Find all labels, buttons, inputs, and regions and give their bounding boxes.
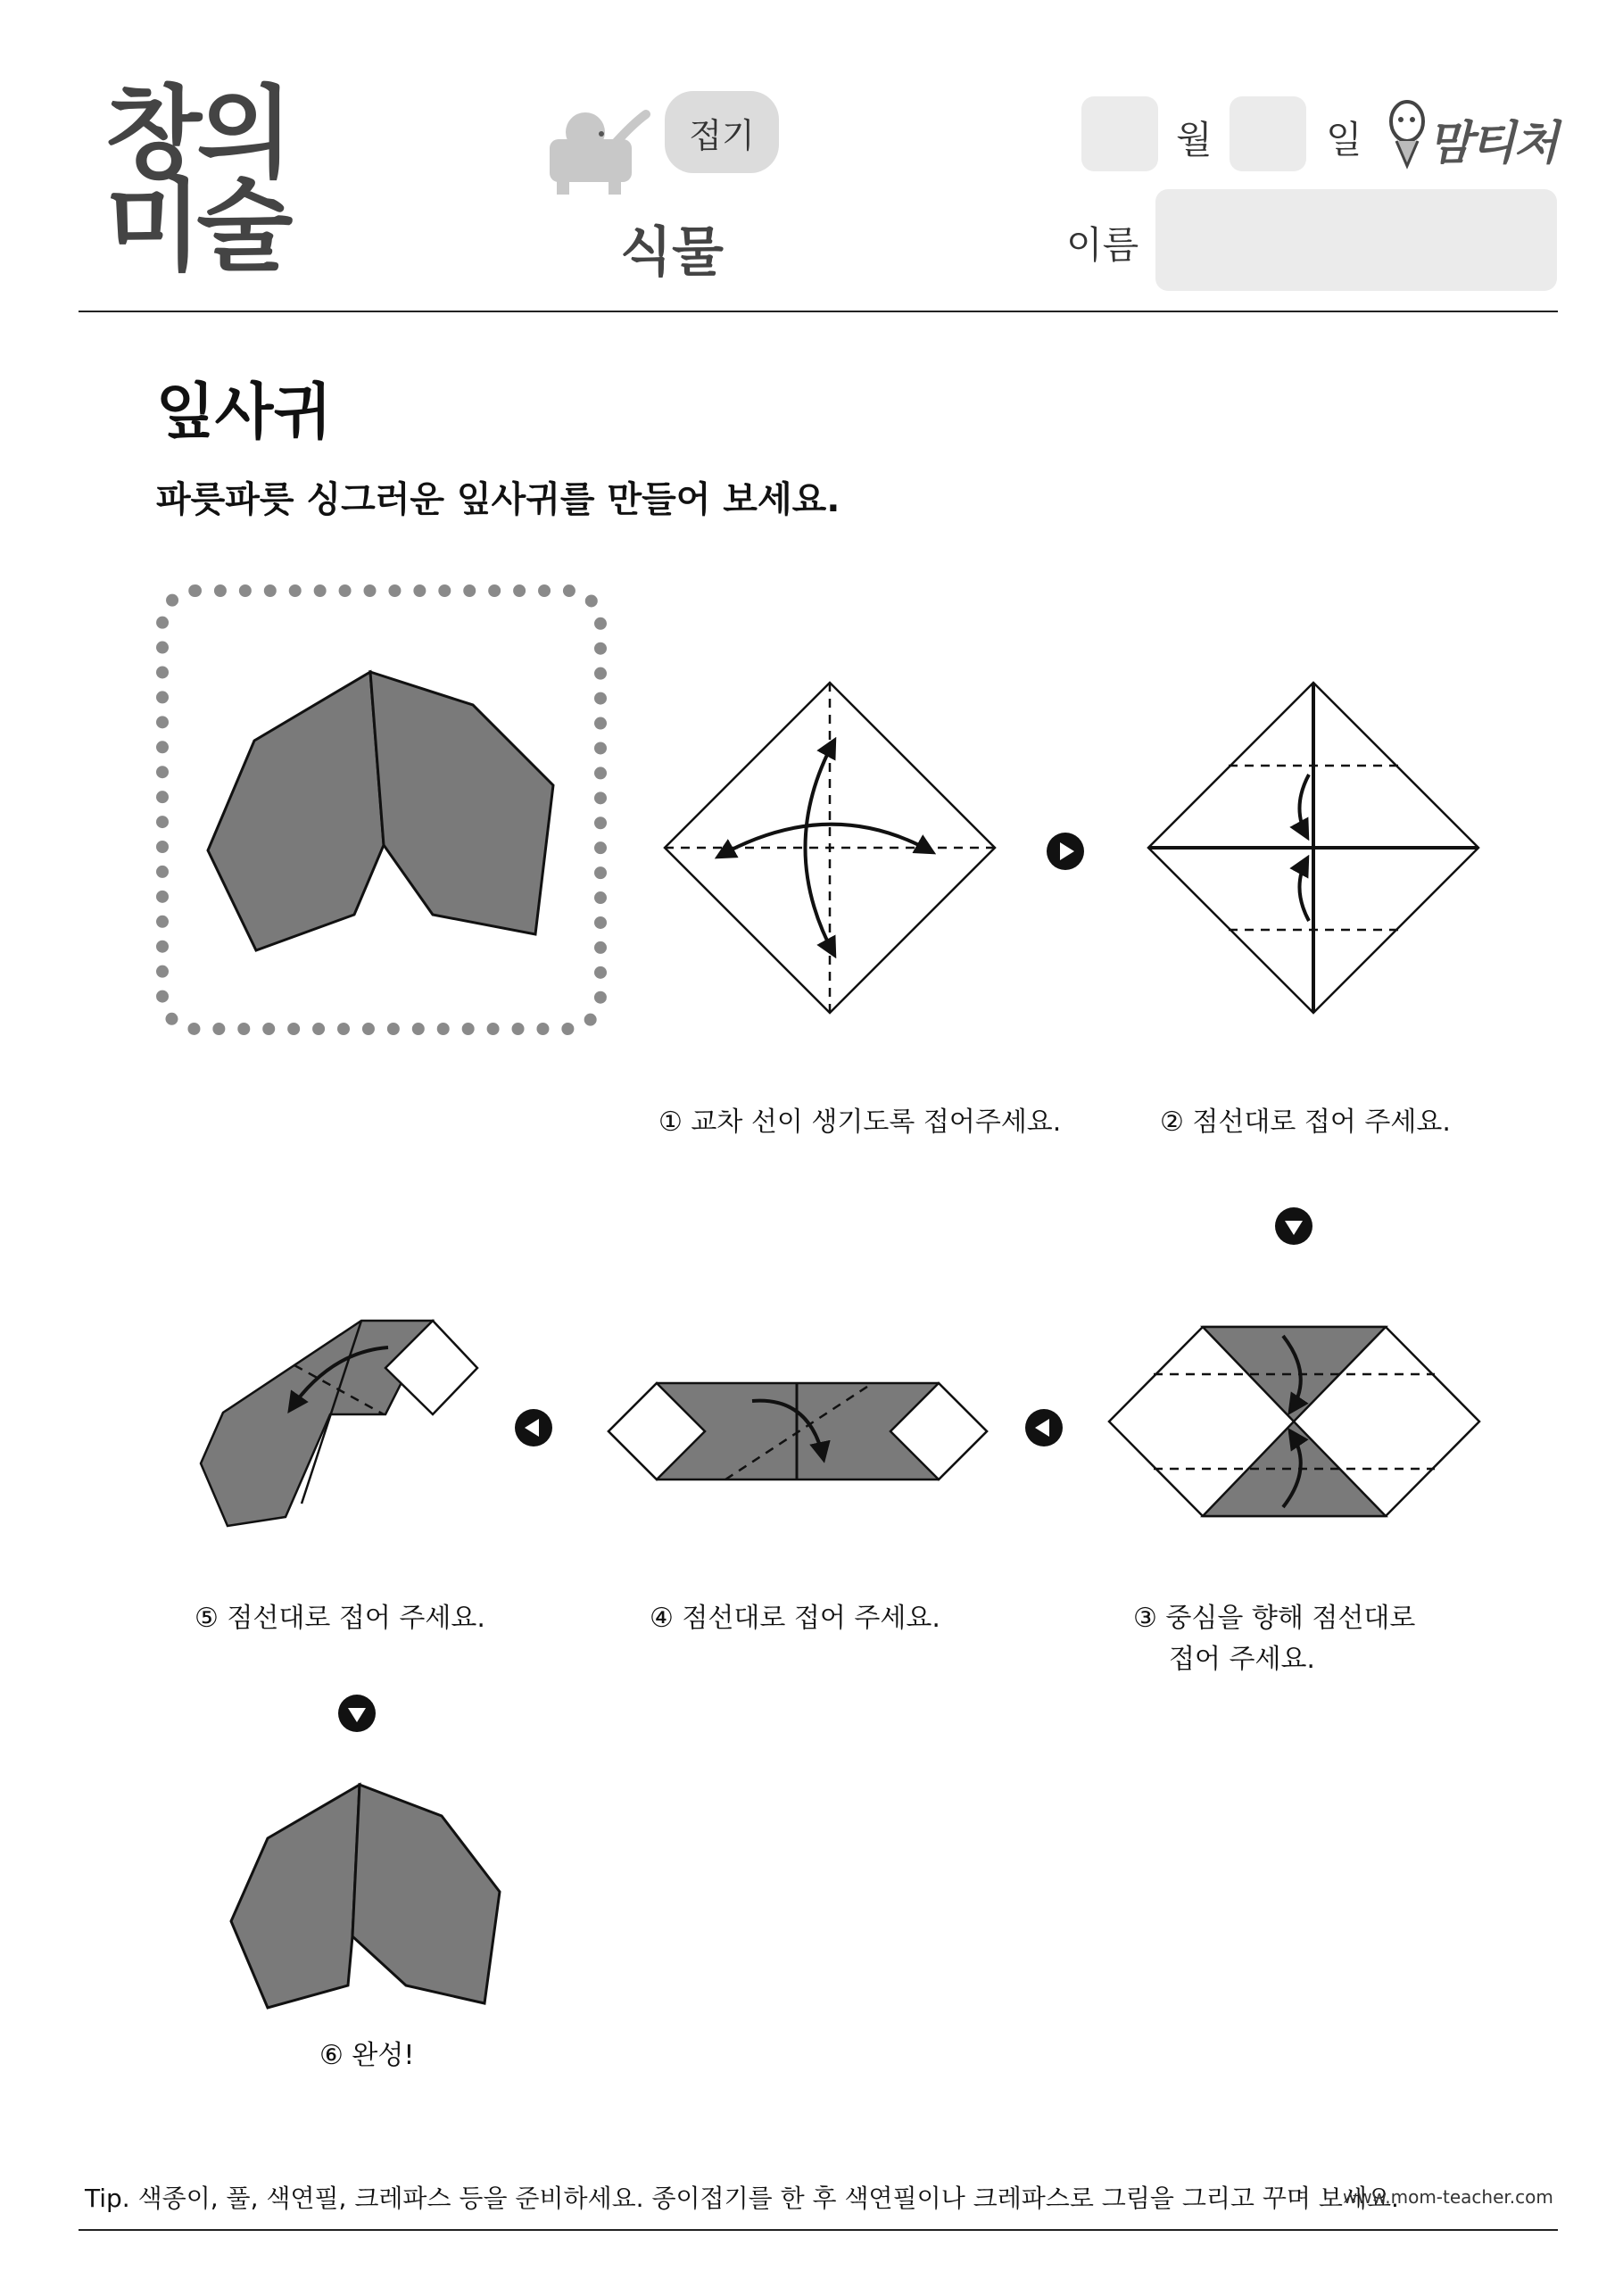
arrow-down-icon bbox=[1274, 1206, 1313, 1246]
page-title: 잎사귀 bbox=[156, 377, 333, 448]
step1-diagram bbox=[660, 678, 999, 1017]
page-subtitle: 파릇파릇 싱그러운 잎사귀를 만들어 보세요. bbox=[156, 479, 840, 520]
step3-caption-line2: 접어 주세요. bbox=[1169, 1644, 1315, 1675]
step1-caption: ① 교차 선이 생기도록 접어주세요. bbox=[658, 1107, 1062, 1138]
step2-diagram bbox=[1144, 678, 1483, 1017]
pencil-character-icon bbox=[1387, 96, 1428, 168]
name-field[interactable] bbox=[1155, 189, 1557, 291]
step5-caption: ⑤ 점선대로 접어 주세요. bbox=[195, 1603, 485, 1634]
brand-name: 맘티처 bbox=[1428, 117, 1557, 170]
logo-line-1: 창의 bbox=[105, 76, 288, 192]
name-label: 이름 bbox=[1066, 223, 1139, 267]
step4-diagram bbox=[605, 1379, 990, 1484]
footer-divider bbox=[79, 2229, 1558, 2231]
step6-caption: ⑥ 완성! bbox=[319, 2040, 415, 2071]
step4-caption: ④ 점선대로 접어 주세요. bbox=[650, 1603, 940, 1634]
month-field[interactable] bbox=[1081, 96, 1158, 171]
arrow-left-icon bbox=[514, 1408, 553, 1447]
step2-caption: ② 점선대로 접어 주세요. bbox=[1160, 1107, 1451, 1138]
footer-site-link[interactable]: www.mom-teacher.com bbox=[1343, 2186, 1553, 2208]
step5-diagram bbox=[196, 1316, 482, 1539]
subject-title: 식물 bbox=[620, 221, 724, 284]
category-bubble: 접기 bbox=[665, 91, 779, 173]
finished-leaf-illustration bbox=[156, 584, 607, 1035]
arrow-left-icon bbox=[1024, 1408, 1064, 1447]
step6-diagram bbox=[228, 1780, 513, 2017]
elephant-icon bbox=[546, 107, 644, 196]
arrow-down-icon bbox=[337, 1694, 377, 1733]
day-field[interactable] bbox=[1230, 96, 1306, 171]
day-label: 일 bbox=[1326, 118, 1362, 162]
logo-line-2: 미술 bbox=[105, 169, 288, 285]
footer-tip: Tip. 색종이, 풀, 색연필, 크레파스 등을 준비하세요. 종이접기를 한 후 색연필이나 크레파스로 그림을 그리고 꾸며 보세요. bbox=[85, 2184, 1399, 2213]
header-divider bbox=[79, 311, 1558, 312]
logo bbox=[105, 76, 288, 285]
step3-caption-line1: ③ 중심을 향해 점선대로 bbox=[1133, 1603, 1416, 1634]
month-label: 월 bbox=[1176, 118, 1213, 162]
step3-diagram bbox=[1105, 1322, 1484, 1521]
arrow-right-icon bbox=[1046, 832, 1085, 871]
